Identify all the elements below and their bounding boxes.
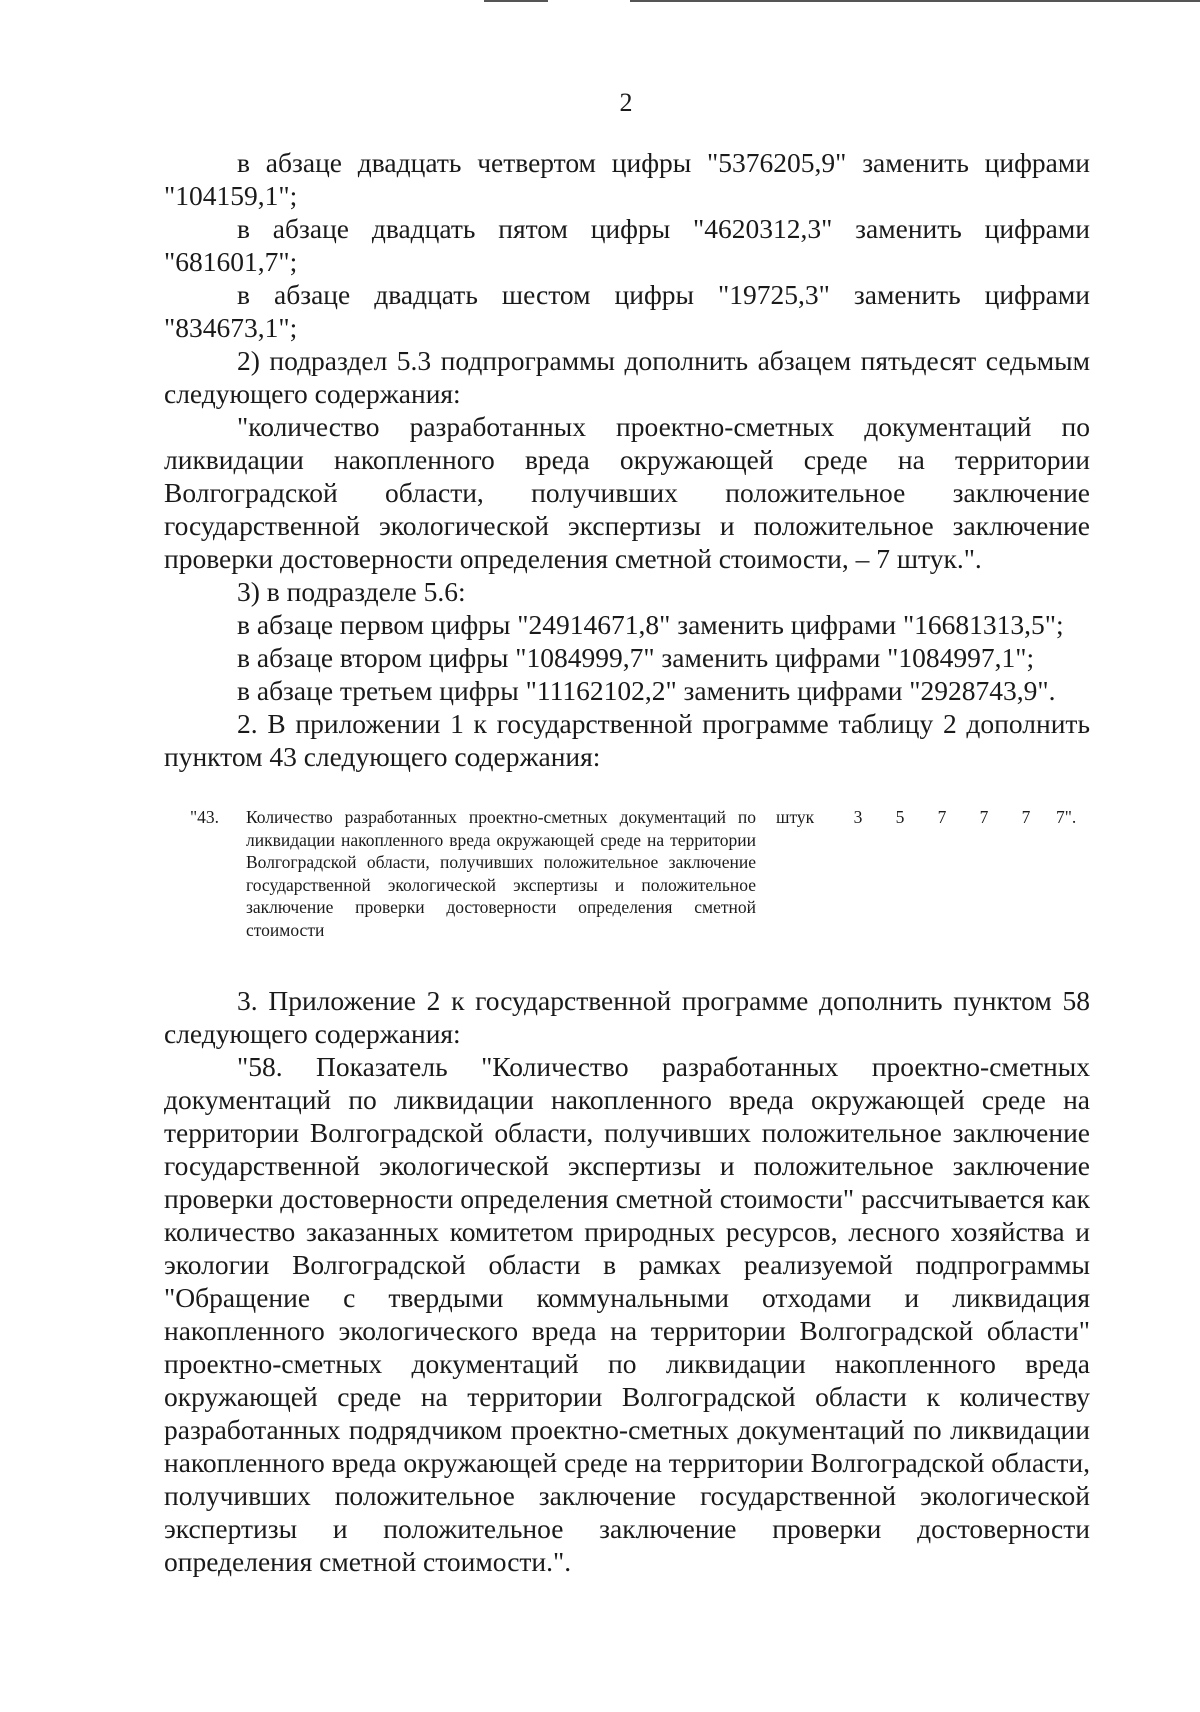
paragraph: 2. В приложении 1 к государственной программе таблицу 2 дополнить пунктом 43 следующего содержания: — [164, 708, 1090, 772]
paragraph: 2) подраздел 5.3 подпрограммы дополнить абзацем пятьдесят седьмым следующего содержания: — [164, 345, 1090, 409]
row-value: 7 — [937, 807, 947, 827]
paragraph: "58. Показатель "Количество разработанных проектно-сметных документаций по ликвидации накопленного вреда окружающей среде на территории Волгоградской области, получивших положительное заключение государственной экологической экспертизы и положительное заключение проверки достоверности определения сметной стоимости" рассчитывается как количество заказанных комитетом природных ресурсов, лесного хозяйства и экологии Волгоградской области в рамках реализуемой подпрограммы "Обращение с твердыми коммунальными отходами и ликвидация накопленного экологического вреда на территории Волгоградской области" проектно-сметных документаций по ликвидации накопленного вреда окружающей среде на территории Волгоградской области к количеству разработанных подрядчиком проектно-сметных документаций по ликвидации накопленного вреда окружающей среде на территории Волгоградской области, получивших положительное заключение государственной экологической экспертизы и положительное заключение проверки достоверности определения сметной стоимости.". — [164, 1051, 1090, 1577]
document-body-continued — [164, 984, 1090, 1578]
paragraph: в абзаце третьем цифры "11162102,2" заменить цифрами "2928743,9". — [237, 675, 1056, 706]
paragraph: в абзаце двадцать шестом цифры "19725,3" заменить цифрами "834673,1"; — [164, 279, 1090, 343]
row-description: Количество разработанных проектно-сметных документаций по ликвидации накопленного вреда окружающей среде на территории Волгоградской области, получивших положительное заключение государственной экологической экспертизы и положительное заключение проверки достоверности определения сметной стоимости — [246, 807, 756, 940]
page-number: 2 — [619, 88, 633, 117]
paragraph: в абзаце втором цифры "1084999,7" заменить цифрами "1084997,1"; — [237, 642, 1035, 673]
row-value: 7". — [1056, 807, 1077, 827]
paragraph: "количество разработанных проектно-сметных документаций по ликвидации накопленного вреда окружающей среде на территории Волгоградской области, получивших положительное заключение государственной экологической экспертизы и положительное заключение проверки достоверности определения сметной стоимости, – 7 штук.". — [164, 411, 1090, 574]
paragraph: в абзаце двадцать пятом цифры "4620312,3" заменить цифрами "681601,7"; — [164, 213, 1090, 277]
row-value: 7 — [979, 807, 989, 827]
paragraph: 3. Приложение 2 к государственной программе дополнить пунктом 58 следующего содержания: — [164, 985, 1090, 1049]
scan-edge-line — [630, 0, 1200, 2]
row-value: 5 — [895, 807, 905, 827]
row-value: 3 — [853, 807, 863, 827]
paragraph: в абзаце первом цифры "24914671,8" заменить цифрами "16681313,5"; — [237, 609, 1064, 640]
paragraph: в абзаце двадцать четвертом цифры "5376205,9" заменить цифрами "104159,1"; — [164, 147, 1090, 211]
document-body — [164, 146, 1090, 773]
row-number: "43. — [190, 807, 220, 827]
paragraph: 3) в подразделе 5.6: — [237, 576, 466, 607]
row-unit: штук — [776, 807, 815, 827]
scan-edge-line — [484, 0, 548, 2]
row-value: 7 — [1021, 807, 1031, 827]
